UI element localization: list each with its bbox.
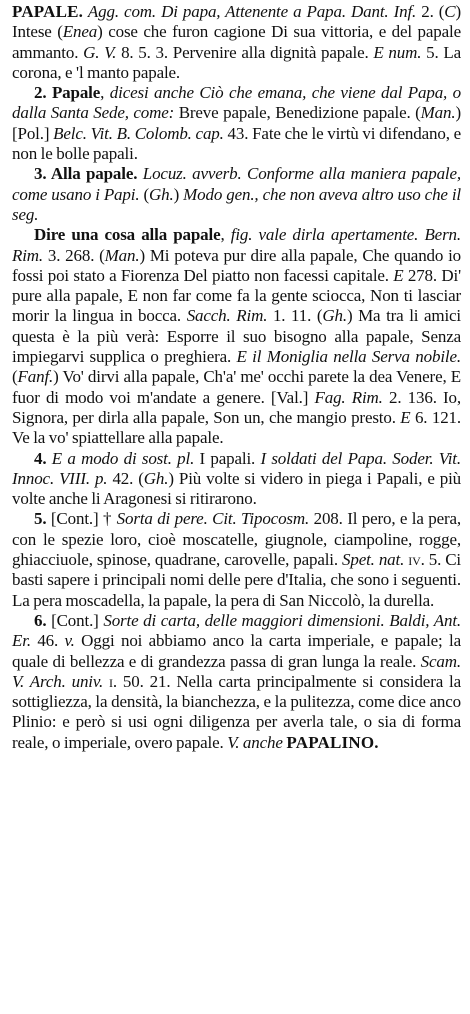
text-run: 50. 21. Nella carta principalmente si considera la sottigliezza, la densità, la bianchezza, e la pulitezza, come dice anco Plinio: e però si usi ogni diligenza per averla tale, o sia di forma reale, o imperiale, overo papale. <box>12 671 462 752</box>
text-run: ) Vo' dirvi alla papale, Ch'a' me' occhi parete la dea Venere, E fuor di modo voi m'andate a genere. [Val.] <box>12 367 461 407</box>
text-run: 43. Fate che le virtù vi difendano, e non le bolle papali. <box>12 123 462 164</box>
sense-paragraph <box>12 449 461 510</box>
italic-run: dicesi anche Ciò che emana, che viene dal Papa, o dalla Santa Sede, come: <box>12 83 461 123</box>
text-run: 5. Ci basti sapere i principali nomi delle pere d'Italia, che sono i seguenti. La pera moscadella, la papale, la pera di San Niccolò, la durella. <box>12 550 461 610</box>
italic-run: E <box>400 407 411 427</box>
italic-run: Sorte di carta, delle maggiori dimensioni. Baldi, Ant. Er. <box>12 610 461 651</box>
italic-run: Modo gen., che non aveva altro uso che il seg. <box>12 184 461 224</box>
sense-paragraph <box>12 611 461 753</box>
small-caps-run: iv. <box>404 550 425 570</box>
text-run: [Cont.] <box>46 610 104 630</box>
text-run: , <box>100 83 110 103</box>
text-run: I papali. <box>194 448 261 468</box>
italic-run: Agg. com. Di papa, Attenente a Papa. Dant. Inf. <box>83 2 422 21</box>
italic-run: E il Moniglia nella Serva nobile. <box>236 347 461 367</box>
italic-run: E num. <box>373 42 422 62</box>
text-run: Breve papale, Benedizione papale. ( <box>174 103 421 123</box>
sense-number: 3. Alla papale. <box>34 164 138 184</box>
text-run: 208. Il pero, e la pera, con le spezie loro, cioè moscatelle, giugnole, ciampoline, rogge, ghiacciuole, spinose, quadrane, carovelle, papali. <box>12 509 461 570</box>
italic-run: E a modo di sost. pl. <box>51 448 195 468</box>
text-run: 2. ( <box>421 2 445 21</box>
italic-run: G. V. <box>83 42 117 62</box>
text-run: ) <box>173 184 184 204</box>
sense-paragraph <box>12 83 461 164</box>
text-run: ) Ma tra li amici questa è la più verà: Esporre il suo bisogno alla papale, Senza impiegarvi supplica o preghiera. <box>12 306 461 367</box>
italic-run: Gh. <box>149 184 174 204</box>
italic-run: fig. vale dirla apertamente. Bern. Rim. <box>12 225 461 265</box>
text-run: 8. 5. 3. Pervenire alla dignità papale. <box>116 42 374 62</box>
text-run: ) Intese ( <box>12 2 462 42</box>
text-run: 2. 136. Io, Signora, per dirla alla papale, Son un, che mangio presto. <box>12 387 462 427</box>
italic-run: v. <box>64 631 75 651</box>
italic-run: Sacch. Rim. <box>186 306 268 326</box>
italic-run: Scam. V. Arch. univ. <box>12 651 461 691</box>
text-run: ( <box>12 367 18 387</box>
text-run: , <box>220 225 231 245</box>
cross-reference: PAPALINO. <box>286 732 379 752</box>
italic-run: Gh. <box>322 306 347 326</box>
italic-run: Sorta di pere. Cit. Tipocosm. <box>116 509 310 529</box>
text-run: ( <box>139 184 149 204</box>
text-run: [Cont.] † <box>46 509 117 529</box>
italic-run: V. anche <box>227 732 283 752</box>
entry-intro <box>12 2 461 83</box>
text-run: ) Mi poteva pur dire alla papale, Che quando io fossi poi stato a Fiorenza Del piatto non facessi capitale. <box>12 245 461 285</box>
text-run: ) cose che furon cagione Di sua vittoria, e del papale ammanto. <box>12 22 461 62</box>
italic-run: Gh. <box>143 468 169 488</box>
italic-run: Enea <box>62 22 98 42</box>
headword: PAPALE. <box>12 2 84 21</box>
italic-run: Spet. nat. <box>342 550 405 570</box>
sense-paragraph <box>12 509 461 610</box>
sense-number: 2. Papale <box>34 83 101 103</box>
text-run: 5. La corona, e 'l manto papale. <box>12 42 461 82</box>
italic-run: Man. <box>104 245 140 265</box>
sense-paragraph <box>12 225 461 448</box>
text-run: Oggi noi abbiamo anco la carta imperiale, e papale; la quale di bellezza e di grandezza passa di gran lunga la reale. <box>12 631 461 671</box>
text-run: 3. 268. ( <box>43 245 105 265</box>
italic-run: Fanf. <box>17 367 54 387</box>
sense-paragraph <box>12 164 461 225</box>
text-run: 278. Di' pure alla papale, E non far come fa la gente sciocca, Non ti lasciar morir la lingua in bocca. <box>12 265 461 326</box>
italic-run: E <box>393 265 404 285</box>
sense-number: 6. <box>34 610 47 630</box>
sense-number: 4. <box>34 448 47 468</box>
italic-run: C <box>444 2 456 21</box>
italic-run: Belc. Vit. B. Colomb. cap. <box>53 123 224 143</box>
text-run: 1. 11. ( <box>267 306 323 326</box>
italic-run: Locuz. avverb. Conforme alla maniera papale, come usano i Papi. <box>12 164 461 204</box>
senses-list <box>12 83 461 753</box>
italic-run: I soldati del Papa. Soder. Vit. Innoc. VIII. p. <box>12 448 461 488</box>
text-run: ) [Pol.] <box>12 103 461 143</box>
italic-run: Fag. Rim. <box>314 387 383 407</box>
text-run: 46. <box>30 631 65 651</box>
sense-number: Dire una cosa alla papale <box>34 225 221 245</box>
small-caps-run: i. <box>103 671 117 691</box>
sense-number: 5. <box>34 509 47 529</box>
text-run: 42. ( <box>107 468 144 488</box>
italic-run: Man. <box>420 103 456 123</box>
text-run: 6. 121. Ve la vo' spiattellare alla papale. <box>12 407 461 448</box>
text-run: ) Più volte si videro in piega i Papali, e più volte anche li Aragonesi si ritirarono. <box>12 468 462 509</box>
